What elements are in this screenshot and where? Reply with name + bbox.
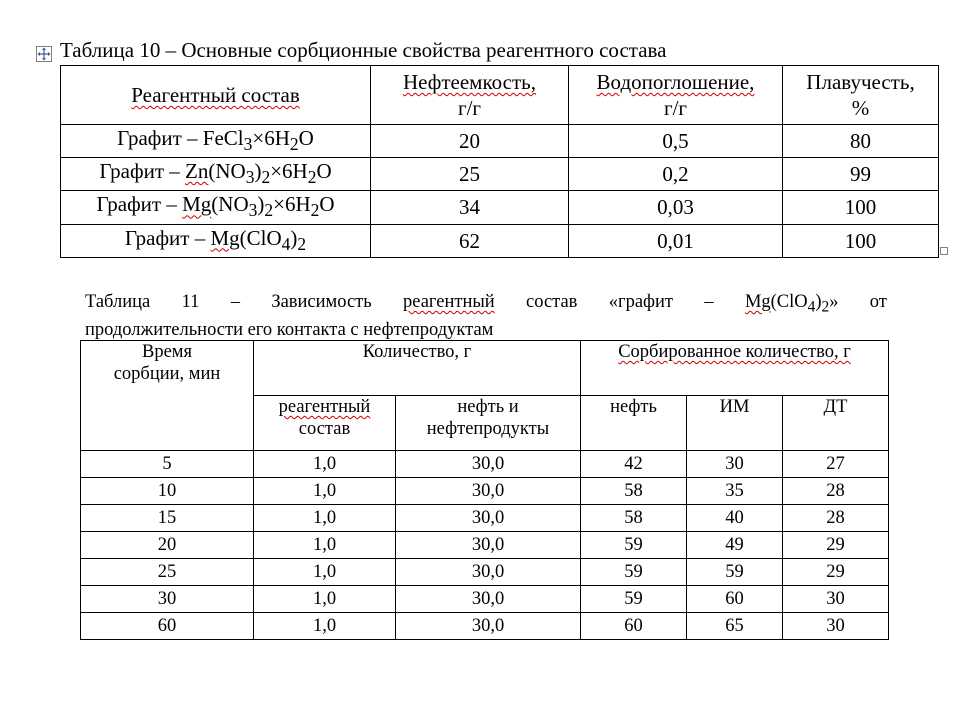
table1-cell-oil-capacity: 34	[371, 191, 569, 224]
table2-cell-reagent: 1,0	[254, 478, 396, 505]
header-oil-capacity-line2: г/г	[457, 96, 482, 120]
table2-cell-oil: 30,0	[396, 559, 581, 586]
table1-header-buoyancy	[783, 66, 939, 125]
table1-row	[61, 224, 939, 257]
caption-word: «графит	[608, 292, 674, 312]
table2-cell-sorbed-oil: 42	[581, 451, 687, 478]
table1-cell-composition: Графит – $Mg(ClO_4)_2$	[61, 224, 371, 257]
table2-cell-sorbed-oil: 59	[581, 532, 687, 559]
table2-cell-sorbed-oil: 58	[581, 478, 687, 505]
table1-cell-buoyancy: 100	[783, 191, 939, 224]
table-resize-icon[interactable]	[940, 247, 948, 255]
table2-caption-line2: продолжительности его контакта с нефтепродуктам	[85, 319, 494, 340]
table-move-icon[interactable]	[36, 46, 52, 62]
table1-cell-water-absorption: 0,01	[569, 224, 783, 257]
table2-cell-reagent: 1,0	[254, 559, 396, 586]
table2-cell-sorbed-im: 59	[687, 559, 783, 586]
header-quantity-text: Количество, г	[362, 342, 472, 362]
table2-row	[81, 586, 889, 613]
caption-word: состав	[526, 292, 578, 312]
table1-cell-oil-capacity: 20	[371, 125, 569, 158]
header-composition-text: Реагентный состав	[131, 83, 300, 107]
table2-cell-sorbed-oil: 59	[581, 559, 687, 586]
table2-header-time	[81, 341, 254, 451]
table2-cell-sorbed-im: 35	[687, 478, 783, 505]
table2-header-reagent	[254, 396, 396, 451]
header-reagent-line1: реагентный	[278, 397, 371, 417]
table2-header-row1	[81, 341, 889, 396]
table2-cell-time: 30	[81, 586, 254, 613]
table1-cell-water-absorption: 0,03	[569, 191, 783, 224]
header-sorbed-text: Сорбированное количество, г	[618, 342, 851, 362]
table1-cell-buoyancy: 99	[783, 158, 939, 191]
table1-header-composition	[61, 66, 371, 125]
table1-cell-oil-capacity: 25	[371, 158, 569, 191]
table1-row	[61, 191, 939, 224]
caption-word: от	[869, 292, 887, 312]
table2-cell-sorbed-oil: 59	[581, 586, 687, 613]
table1-row	[61, 158, 939, 191]
table2-cell-time: 60	[81, 613, 254, 640]
table1-cell-oil-capacity: 62	[371, 224, 569, 257]
table2-caption-line1	[85, 291, 887, 319]
table2-header-quantity	[254, 341, 581, 396]
table2-cell-sorbed-dt: 28	[783, 478, 889, 505]
header-water-absorption-line2: г/г	[663, 96, 688, 120]
table1-cell-composition: Графит – $FeCl_3\times 6H_2O$	[61, 125, 371, 158]
table1-cell-water-absorption: 0,2	[569, 158, 783, 191]
table2-cell-sorbed-im: 60	[687, 586, 783, 613]
table2-cell-oil: 30,0	[396, 478, 581, 505]
header-reagent-line2: состав	[298, 419, 351, 439]
table2-cell-oil: 30,0	[396, 451, 581, 478]
table2-cell-time: 10	[81, 478, 254, 505]
table2-cell-reagent: 1,0	[254, 505, 396, 532]
table2-row	[81, 559, 889, 586]
caption-word: реагентный	[403, 292, 495, 312]
table2-header-sorbed	[581, 341, 889, 396]
table2-cell-sorbed-oil: 58	[581, 505, 687, 532]
table2-cell-oil: 30,0	[396, 613, 581, 640]
table2-cell-reagent: 1,0	[254, 532, 396, 559]
table2-cell-oil: 30,0	[396, 586, 581, 613]
table2-row	[81, 451, 889, 478]
caption-word: –	[230, 292, 240, 312]
table1-cell-buoyancy: 100	[783, 224, 939, 257]
table2-caption	[85, 291, 887, 341]
table1-caption: Таблица 10 – Основные сорбционные свойства реагентного состава	[60, 38, 667, 62]
table1-cell-composition: Графит – $Mg(NO_3)_2\times 6H_2O$	[61, 191, 371, 224]
table2-cell-sorbed-dt: 29	[783, 532, 889, 559]
table2-row	[81, 613, 889, 640]
table2-header-sorbed-oil: нефть	[581, 396, 687, 451]
table2-row	[81, 478, 889, 505]
table1-body	[61, 125, 939, 258]
table2-cell-sorbed-oil: 60	[581, 613, 687, 640]
table1-cell-composition: Графит – $Zn(NO_3)_2\times 6H_2O$	[61, 158, 371, 191]
caption-word: –	[704, 292, 714, 312]
table2-body	[81, 451, 889, 640]
caption-word: Таблица	[85, 292, 151, 312]
table1-header-water-absorption	[569, 66, 783, 125]
table2-cell-time: 20	[81, 532, 254, 559]
table2-cell-reagent: 1,0	[254, 451, 396, 478]
table2-cell-sorbed-dt: 30	[783, 586, 889, 613]
table2-cell-sorbed-dt: 27	[783, 451, 889, 478]
table2-cell-sorbed-dt: 28	[783, 505, 889, 532]
header-water-absorption-line1: Водопоглошение,	[596, 70, 755, 94]
table2-cell-time: 25	[81, 559, 254, 586]
caption-word: Зависимость	[271, 292, 372, 312]
table2-row	[81, 532, 889, 559]
table1-cell-water-absorption: 0,5	[569, 125, 783, 158]
header-buoyancy-line2: %	[851, 96, 870, 120]
table2-cell-oil: 30,0	[396, 505, 581, 532]
header-time-line1: Время	[141, 342, 193, 362]
table2-header-sorbed-im: ИМ	[687, 396, 783, 451]
table2-header-sorbed-dt: ДТ	[783, 396, 889, 451]
table2-cell-reagent: 1,0	[254, 613, 396, 640]
table1-row	[61, 125, 939, 158]
table2-cell-sorbed-im: 49	[687, 532, 783, 559]
table2-row	[81, 505, 889, 532]
table2-header-oil	[396, 396, 581, 451]
table1-header-row	[61, 66, 939, 125]
table2	[80, 340, 889, 640]
table1-header-oil-capacity	[371, 66, 569, 125]
header-buoyancy-line1: Плавучесть,	[806, 70, 915, 94]
table2-cell-sorbed-im: 65	[687, 613, 783, 640]
table2-cell-time: 5	[81, 451, 254, 478]
table2-cell-oil: 30,0	[396, 532, 581, 559]
table2-cell-sorbed-im: 40	[687, 505, 783, 532]
header-time-line2: сорбции, мин	[113, 364, 221, 384]
table2-cell-sorbed-dt: 30	[783, 613, 889, 640]
table1	[60, 65, 939, 258]
table2-cell-time: 15	[81, 505, 254, 532]
caption-word: 11	[181, 292, 200, 312]
table2-cell-reagent: 1,0	[254, 586, 396, 613]
table2-cell-sorbed-im: 30	[687, 451, 783, 478]
header-oil-line1: нефть и	[457, 397, 519, 417]
caption-word: $Mg(ClO_4)_2$»	[744, 292, 839, 316]
table1-cell-buoyancy: 80	[783, 125, 939, 158]
header-oil-capacity-line1: Нефтеемкость,	[403, 70, 536, 94]
table2-cell-sorbed-dt: 29	[783, 559, 889, 586]
header-oil-line2: нефтепродукты	[426, 419, 550, 439]
